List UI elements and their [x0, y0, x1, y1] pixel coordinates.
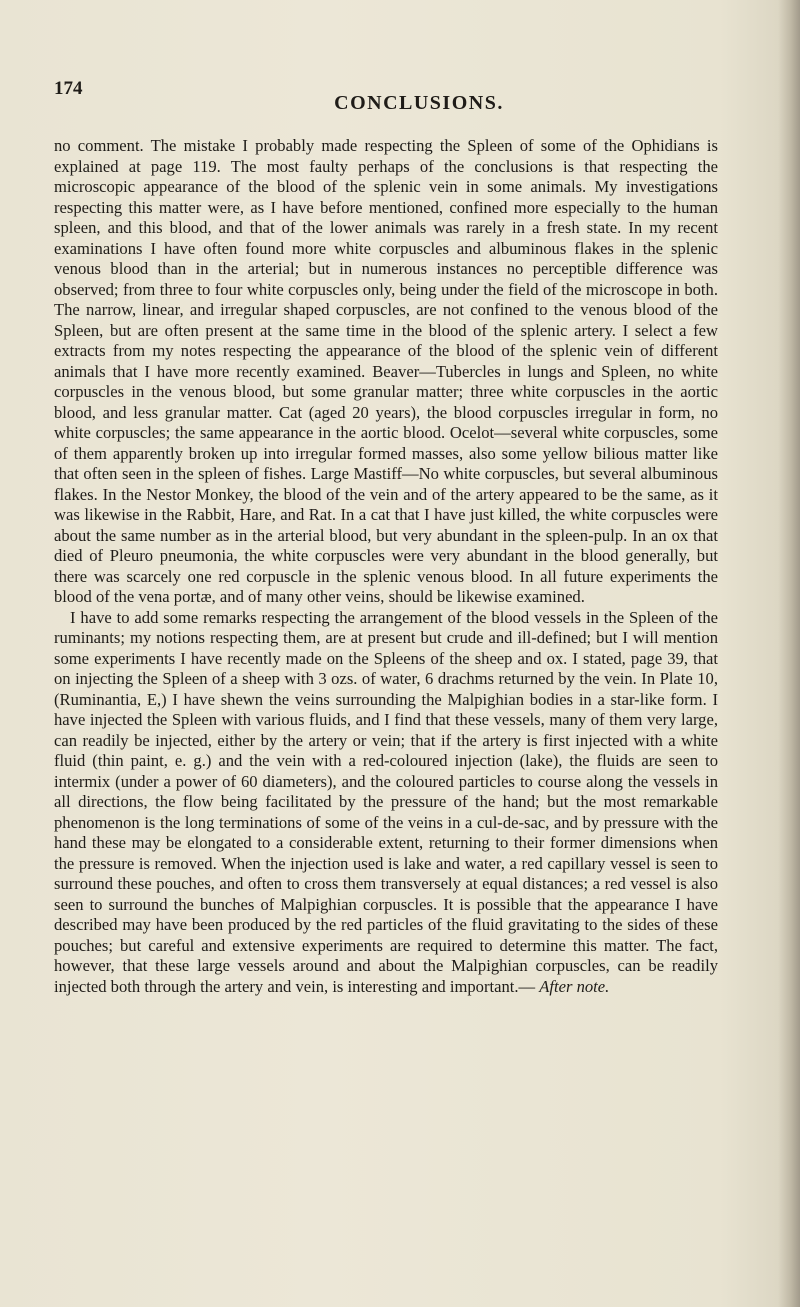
body-text — [54, 136, 718, 997]
page-edge-shadow — [778, 0, 800, 1307]
running-head: CONCLUSIONS. — [334, 92, 504, 114]
page-header — [54, 78, 714, 114]
paragraph — [54, 608, 718, 998]
after-note: After note. — [539, 976, 610, 996]
paragraph-text: I have to add some remarks respecting the arrangement of the blood vessels in the Spleen of the ruminants; my notions respecting them, are at present but crude and ill-defined; but I will mention some experiments I have recently made on the Spleens of the sheep and ox. I stated, page 39, that on injecting the Spleen of a sheep with 3 ozs. of water, 6 drachms returned by the vein. In Plate 10, (Ruminantia, E,) I have shewn the veins surrounding the Malpighian bodies in a star-like form. I have injected the Spleen with various fluids, and I find that these vessels, many of them very large, can readily be injected, either by the artery or vein; that if the artery is first injected with a white fluid (thin paint, e. g.) and the vein with a red-coloured injection (lake), the fluids are seen to intermix (under a power of 60 diameters), and the coloured particles to course along the vessels in all directions, the flow being facilitated by the pressure of the hand; but the most remarkable phenomenon is the long terminations of some of the veins in a cul-de-sac, and by pressure with the hand these may be elongated to a considerable extent, returning to their former dimensions when the pressure is removed. When the injection used is lake and water, a red capillary vessel is seen to surround these pouches, and often to cross them transversely at equal distances; a red vessel is also seen to surround the bunches of Malpighian corpuscles. It is possible that the appearance I have described may have been produced by the red particles of the fluid gravitating to the sides of these pouches; but careful and extensive experiments are required to determine this matter. The fact, however, that these large vessels around and about the Malpighian corpuscles, can be readily injected both through the artery and vein, is interesting and important.— — [54, 607, 718, 996]
paragraph: no comment. The mistake I probably made respecting the Spleen of some of the Ophidians is explained at page 119. The most faulty perhaps of the conclusions is that respecting the microscopic appearance of the blood of the splenic vein in some animals. My investigations respecting this matter were, as I have before mentioned, confined more especially to the human spleen, and this blood, and that of the lower animals was rarely in a fresh state. In my recent examinations I have often found more white corpuscles and albuminous flakes in the splenic venous blood than in the arterial; but in numerous instances no perceptible difference was observed; from three to four white corpuscles only, being under the field of the microscope in both. The narrow, linear, and irregular shaped corpuscles, are not confined to the venous blood of the Spleen, but are often present at the same time in the blood of the splenic artery. I select a few extracts from my notes respecting the appearance of the blood of the splenic vein of different animals that I have more recently examined. Beaver—Tubercles in lungs and Spleen, no white corpuscles in the venous blood, but some granular matter; three white corpuscles in the aortic blood, and less granular matter. Cat (aged 20 years), the blood corpuscles irregular in form, no white corpuscles; the same appearance in the aortic blood. Ocelot—several white corpuscles, some of them apparently broken up into irregular formed masses, also some yellow bilious matter like that often seen in the spleen of fishes. Large Mastiff—No white corpuscles, but several albuminous flakes. In the Nestor Monkey, the blood of the vein and of the artery appeared to be the same, as it was likewise in the Rabbit, Hare, and Rat. In a cat that I have just killed, the white corpuscles were about the same number as in the arterial blood, but very abundant in the spleen-pulp. In an ox that died of Pleuro pneumonia, the white corpuscles were very abundant in the blood generally, but there was scarcely one red corpuscle in the splenic venous blood. In all future experiments the blood of the vena portæ, and of many other veins, should be likewise examined. — [54, 136, 718, 606]
page-number: 174 — [54, 78, 83, 99]
